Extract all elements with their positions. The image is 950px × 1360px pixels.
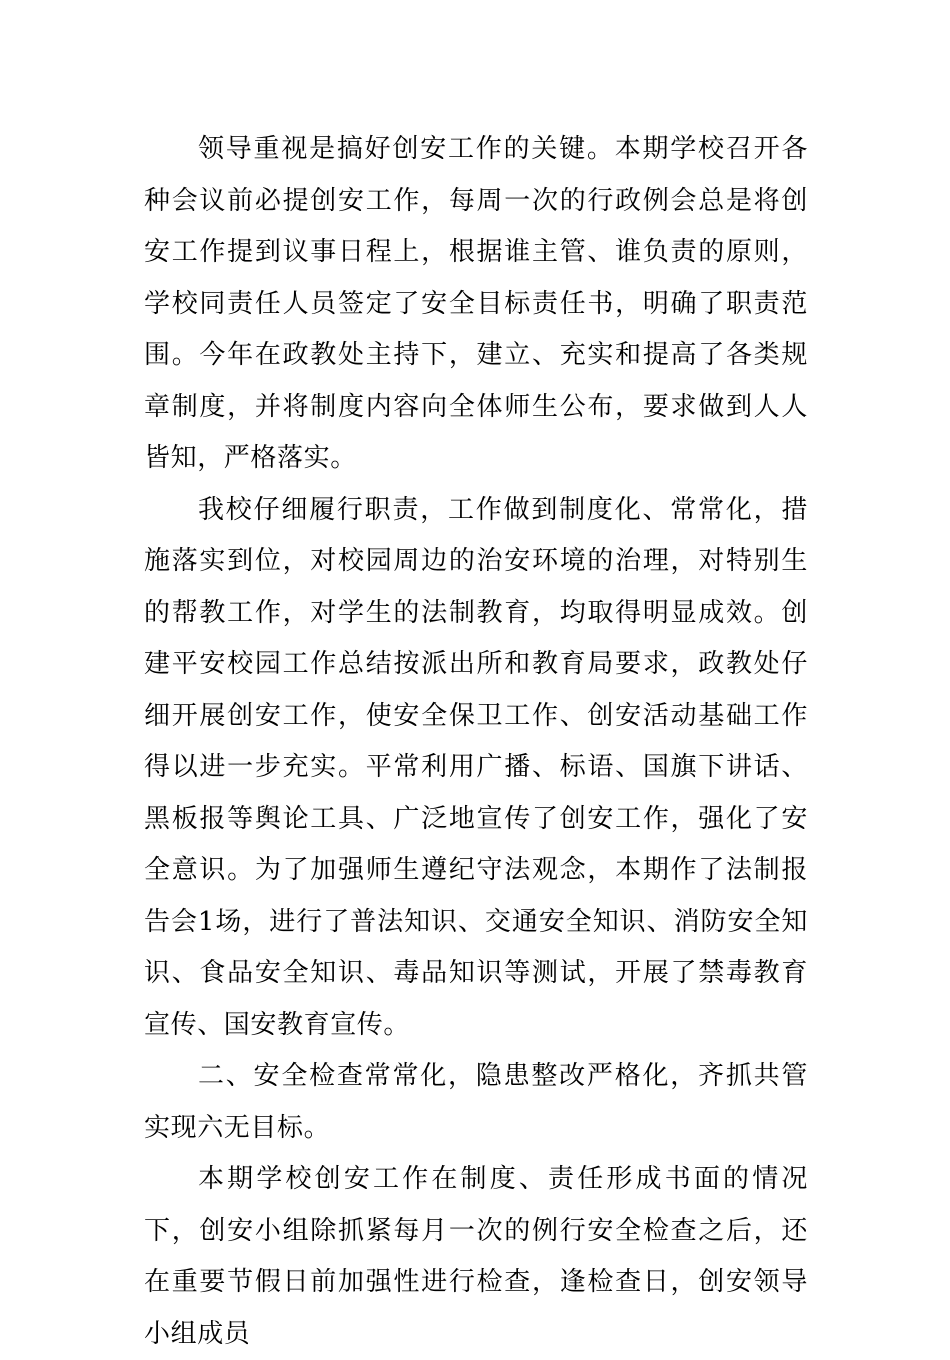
paragraph-duties: 我校仔细履行职责，工作做到制度化、常常化，措施落实到位，对校园周边的治安环境的治理，对特别生的帮教工作，对学生的法制教育，均取得明显成效。创建平安校园工作总结按派出所和教育局要求，政教处仔细开展创安工作，使安全保卫工作、创安活动基础工作得以进一步充实。平常利用广播、标语、国旗下讲话、黑板报等舆论工具、广泛地宣传了创安工作，强化了安全意识。为了加强师生遵纪守法观念，本期作了法制报告会1场，进行了普法知识、交通安全知识、消防安全知识、食品安全知识、毒品知识等测试，开展了禁毒教育宣传、国安教育宣传。 (144, 494, 808, 1040)
paragraph-inspection: 本期学校创安工作在制度、责任形成书面的情况下，创安小组除抓紧每月一次的例行安全检查之后，还在重要节假日前加强性进行检查，逢检查日，创安领导小组成员 (144, 1164, 808, 1349)
document-body (144, 124, 808, 1360)
paragraph-section-heading: 二、安全检查常常化，隐患整改严格化，齐抓共管实现六无目标。 (144, 1061, 808, 1143)
paragraph-leadership: 领导重视是搞好创安工作的关键。本期学校召开各种会议前必提创安工作，每周一次的行政例会总是将创安工作提到议事日程上，根据谁主管、谁负责的原则，学校同责任人员签定了安全目标责任书，明确了职责范围。今年在政教处主持下，建立、充实和提高了各类规章制度，并将制度内容向全体师生公布，要求做到人人皆知，严格落实。 (144, 134, 808, 473)
